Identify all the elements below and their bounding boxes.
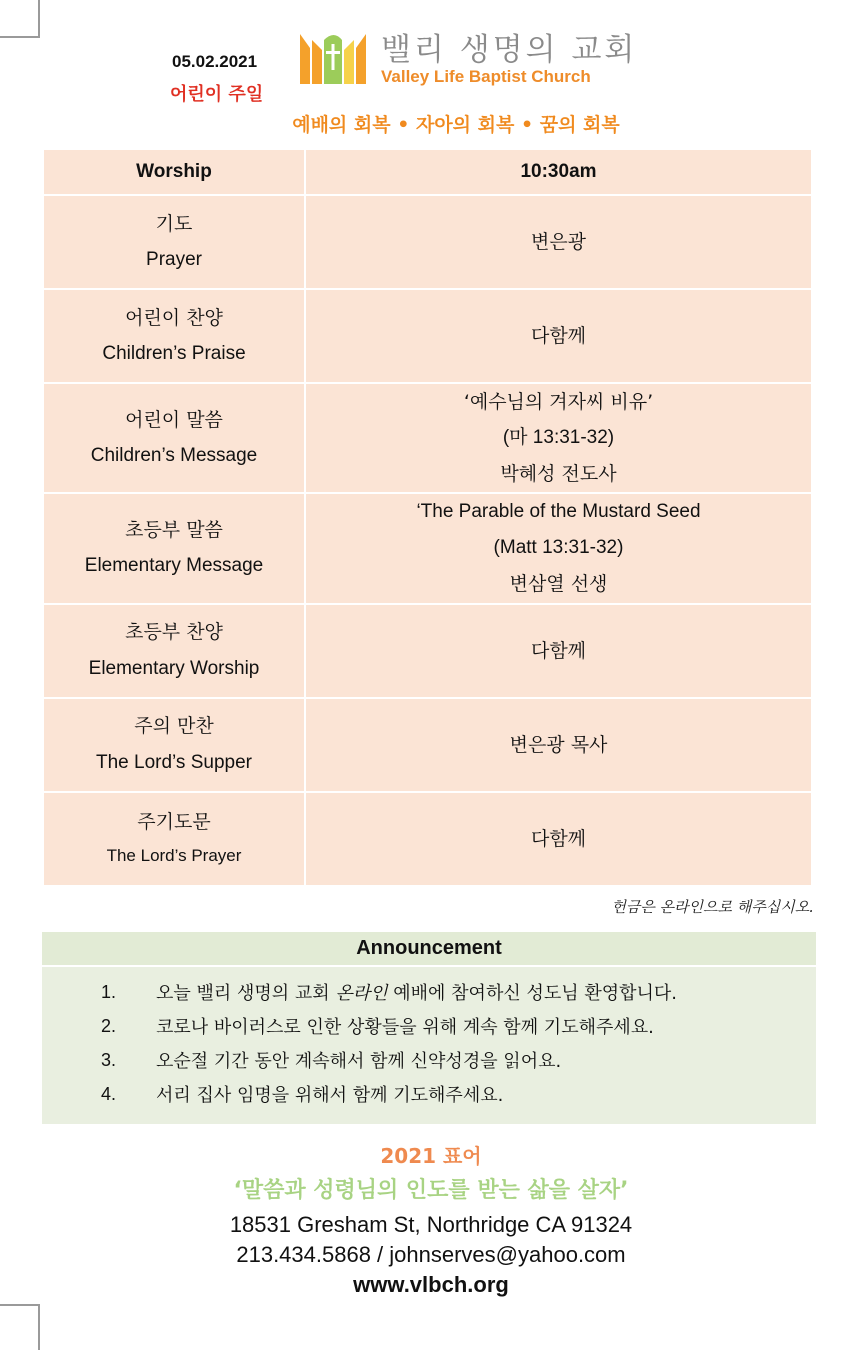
- item-detail: 다함께: [530, 639, 587, 662]
- year-theme-title: 2021 표어: [380, 1144, 482, 1168]
- item-korean: 초등부 말씀: [125, 519, 223, 542]
- scripture-reference: (마 13:31-32): [502, 427, 615, 449]
- item-english: The Lord’s Prayer: [106, 846, 242, 866]
- item-english: Elementary Message: [84, 555, 264, 577]
- schedule-header-row: [43, 149, 812, 195]
- item-detail: 다함께: [530, 324, 587, 347]
- offering-note: 헌금은 온라인으로 해주십시오.: [611, 898, 814, 916]
- item-korean: 초등부 찬양: [125, 621, 223, 644]
- schedule-row: [43, 792, 812, 886]
- announcement-item: [42, 975, 816, 1009]
- announcement-item: [42, 1077, 816, 1111]
- item-text-italic: 온라인: [335, 983, 388, 1004]
- time-header: 10:30am: [305, 149, 812, 195]
- schedule-row: [43, 493, 812, 603]
- item-text-start: 오늘 밸리 생명의 교회: [156, 983, 336, 1004]
- schedule-row: [43, 604, 812, 698]
- item-korean: 어린이 찬양: [125, 306, 223, 329]
- schedule-row: [43, 195, 812, 289]
- item-korean: 주의 만찬: [134, 715, 214, 738]
- item-english: Elementary Worship: [88, 657, 260, 679]
- item-english: Children’s Praise: [102, 343, 246, 364]
- contact-block: [0, 1210, 862, 1300]
- item-number: 1.: [100, 981, 116, 1002]
- item-english: Prayer: [146, 249, 202, 270]
- announcement-item: [42, 1043, 816, 1077]
- church-logo-icon: [298, 30, 368, 86]
- year-theme-verse: ‘말씀과 성령님의 인도를 받는 삶을 살자’: [233, 1178, 629, 1203]
- announcement-section: [42, 932, 816, 1124]
- church-name-english: Valley Life Baptist Church: [381, 67, 591, 86]
- item-number: 4.: [100, 1083, 116, 1104]
- item-text: 오순절 기간 동안 계속해서 함께 신약성경을 읽어요.: [156, 1051, 562, 1072]
- church-name-korean: 밸리 생명의 교회: [381, 32, 638, 68]
- church-address: 18531 Gresham St, Northridge CA 91324: [229, 1212, 633, 1237]
- item-text: 코로나 바이러스로 인한 상황들을 위해 계속 함께 기도해주세요.: [156, 1017, 654, 1038]
- item-korean: 주기도문: [137, 811, 211, 834]
- crop-mark-top-left: [0, 0, 40, 38]
- item-detail: 다함께: [530, 827, 587, 850]
- worship-header: Worship: [43, 149, 305, 195]
- item-korean: 기도: [155, 212, 193, 235]
- message-title: ‘예수님의 겨자씨 비유’: [463, 391, 654, 413]
- item-detail: 변은광 목사: [509, 733, 608, 756]
- church-website-link[interactable]: www.vlbch.org: [353, 1272, 509, 1297]
- item-text: 서리 집사 임명을 위해서 함께 기도해주세요.: [156, 1085, 504, 1106]
- item-text-end: 예배에 참여하신 성도님 환영합니다.: [387, 983, 677, 1004]
- item-number: 3.: [100, 1049, 116, 1070]
- schedule-row: [43, 698, 812, 792]
- announcement-title: Announcement: [42, 932, 816, 967]
- speaker: 변삼열 선생: [509, 573, 608, 596]
- item-korean: 어린이 말씀: [125, 409, 223, 432]
- announcement-item: [42, 1009, 816, 1043]
- message-title: ‘The Parable of the Mustard Seed: [416, 501, 701, 523]
- service-date: 05.02.2021: [172, 52, 258, 71]
- item-number: 2.: [100, 1015, 116, 1036]
- item-english: The Lord’s Supper: [96, 751, 252, 773]
- item-english: Children’s Message: [90, 445, 258, 467]
- schedule-row: [43, 383, 812, 493]
- worship-schedule-table: [42, 148, 813, 887]
- sunday-label: 어린이 주일: [170, 84, 264, 105]
- schedule-row: [43, 289, 812, 383]
- crop-mark-bottom-left: [0, 1304, 40, 1350]
- item-text: [156, 979, 677, 1005]
- announcement-list: [42, 967, 816, 1111]
- scripture-reference: (Matt 13:31-32): [493, 537, 624, 559]
- speaker: 박혜성 전도사: [500, 463, 617, 486]
- church-motto: 예배의 회복 • 자아의 회복 • 꿈의 회복: [292, 114, 620, 136]
- item-detail: 변은광: [530, 230, 587, 253]
- church-contact: 213.434.5868 / johnserves@yahoo.com: [236, 1242, 626, 1267]
